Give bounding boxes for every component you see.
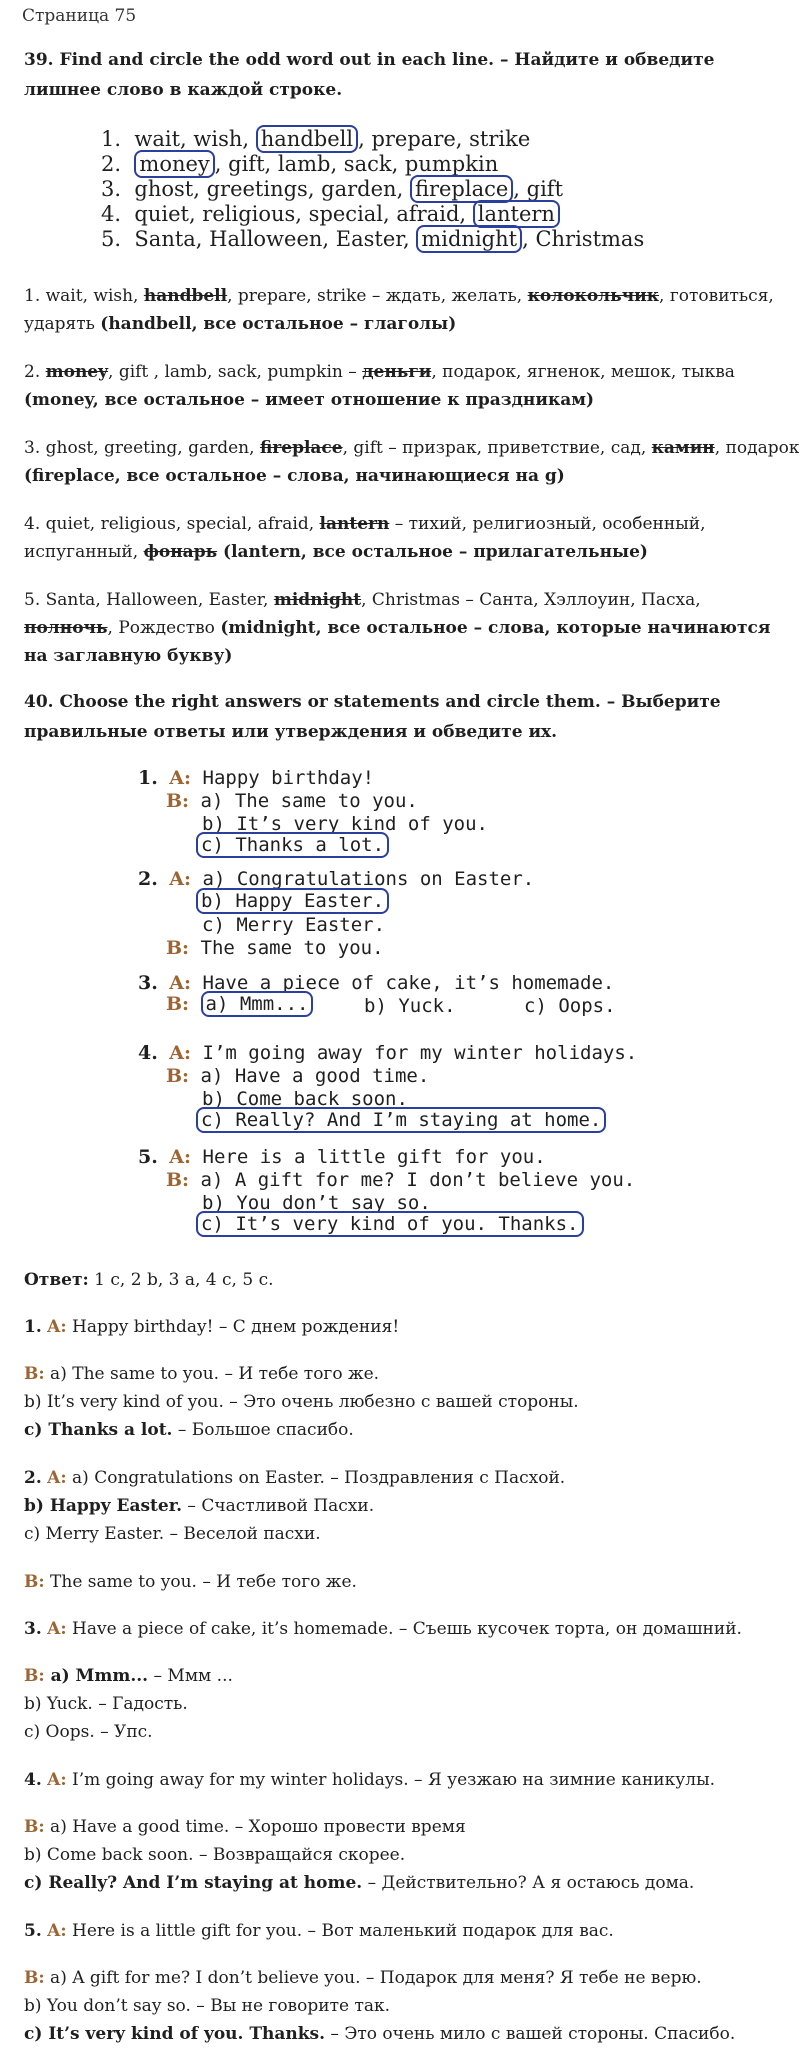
explain-3-b3: c) Oops. – Упс. <box>24 1722 153 1742</box>
circled-word: handbell <box>256 125 358 153</box>
ex39-answer-5-cont: полночь, Рождество (midnight, все остальное – слова, которые начинаются <box>24 618 771 638</box>
ex40-dialog-2-b-opt <box>196 890 389 912</box>
circled-answer: c) Thanks a lot. <box>196 832 389 858</box>
explain-3-a: 3. A: Have a piece of cake, it’s homemade. – Съешь кусочек торта, он домашний. <box>24 1619 742 1639</box>
ex39-answer-2-cont: (money, все остальное – имеет отношение к праздникам) <box>24 390 595 410</box>
explain-1-b2: b) It’s very kind of you. – Это очень любезно с вашей стороны. <box>24 1392 579 1412</box>
ex40-dialog-4-a: 4. A: I’m going away for my winter holidays. <box>138 1042 638 1064</box>
explain-2-a3: c) Merry Easter. – Веселой пасхи. <box>24 1524 321 1544</box>
ex39-answer-3-cont: (fireplace, все остальное – слова, начинающиеся на g) <box>24 466 565 486</box>
ex40-dialog-2-b: B: The same to you. <box>166 937 384 959</box>
ex40-dialog-5-b-opt: b) You don’t say so. <box>202 1192 431 1214</box>
explain-2-b: B: The same to you. – И тебе того же. <box>24 1572 357 1592</box>
exercise-40-title-cont: правильные ответы или утверждения и обведите их. <box>24 722 558 742</box>
circled-word: fireplace <box>410 175 513 203</box>
page-label: Страница 75 <box>22 6 137 26</box>
ex40-dialog-3-b: B: a) Mmm... <box>166 993 313 1015</box>
explain-2-a: 2. A: a) Congratulations on Easter. – Поздравления с Пасхой. <box>24 1468 566 1488</box>
ex40-dialog-5-b: B: a) A gift for me? I don’t believe you. <box>166 1169 636 1191</box>
ex39-answer-5: 5. Santa, Halloween, Easter, midnight, Christmas – Санта, Хэллоуин, Пасха, <box>24 590 701 610</box>
circled-answer: b) Happy Easter. <box>196 888 389 914</box>
ex40-dialog-4-c-opt <box>196 1109 606 1131</box>
ex39-line-5: 5. Santa, Halloween, Easter, midnight , Christmas <box>101 227 645 251</box>
ex40-dialog-1-c-opt <box>196 834 389 856</box>
exercise-39-title: 39. Find and circle the odd word out in each line. – Найдите и обведите <box>24 50 715 70</box>
ex39-line-1: 1. wait, wish, handbell , prepare, strike <box>101 127 531 151</box>
ex40-dialog-1-b-opt: b) It’s very kind of you. <box>202 813 488 835</box>
ex39-answer-4-cont: испуганный, фонарь (lantern, все остальное – прилагательные) <box>24 542 648 562</box>
ex39-answer-1-cont: ударять (handbell, все остальное – глаголы) <box>24 314 457 334</box>
ex40-dialog-5-c-opt <box>196 1213 584 1235</box>
ex39-answer-1: 1. wait, wish, handbell, prepare, strike – ждать, желать, колокольчик, готовиться, <box>24 286 774 306</box>
ex40-dialog-1-a: 1. A: Happy birthday! <box>138 767 375 789</box>
explain-5-a: 5. A: Here is a little gift for you. – Вот маленький подарок для вас. <box>24 1921 614 1941</box>
explain-1-b3: c) Thanks a lot. – Большое спасибо. <box>24 1420 354 1440</box>
exercise-39-title-cont: лишнее слово в каждой строке. <box>24 80 343 100</box>
explain-4-a: 4. A: I’m going away for my winter holidays. – Я уезжаю на зимние каникулы. <box>24 1770 715 1790</box>
explain-4-b3: c) Really? And I’m staying at home. – Действительно? А я остаюсь дома. <box>24 1873 695 1893</box>
explain-2-a2: b) Happy Easter. – Счастливой Пасхи. <box>24 1496 375 1516</box>
circled-answer: c) Really? And I’m staying at home. <box>196 1107 606 1133</box>
ex39-answer-4: 4. quiet, religious, special, afraid, lantern – тихий, религиозный, особенный, <box>24 514 706 534</box>
ex40-dialog-1-b: B: a) The same to you. <box>166 790 418 812</box>
explain-5-b1: B: a) A gift for me? I don’t believe you. – Подарок для меня? Я тебе не верю. <box>24 1968 702 1988</box>
ex40-dialog-5-a: 5. A: Here is a little gift for you. <box>138 1146 546 1168</box>
ex39-answer-3: 3. ghost, greeting, garden, fireplace, gift – призрак, приветствие, сад, камин, подарок <box>24 438 799 458</box>
explain-1-a: 1. A: Happy birthday! – С днем рождения! <box>24 1317 400 1337</box>
ex40-answer: Ответ: 1 c, 2 b, 3 a, 4 c, 5 c. <box>24 1270 274 1290</box>
circled-word: lantern <box>473 200 560 228</box>
ex40-dialog-3-c-opt: c) Oops. <box>524 995 616 1017</box>
ex39-answer-5-cont2: на заглавную букву) <box>24 646 233 666</box>
ex39-answer-2: 2. money, gift , lamb, sack, pumpkin – деньги, подарок, ягненок, мешок, тыква <box>24 362 735 382</box>
explain-5-b3: c) It’s very kind of you. Thanks. – Это очень мило с вашей стороны. Спасибо. <box>24 2024 736 2044</box>
ex40-dialog-4-b: B: a) Have a good time. <box>166 1065 430 1087</box>
circled-word: money <box>134 150 214 178</box>
explain-3-b2: b) Yuck. – Гадость. <box>24 1694 188 1714</box>
ex40-dialog-4-b-opt: b) Come back soon. <box>202 1088 408 1110</box>
ex40-dialog-3-b-opt: b) Yuck. <box>364 995 456 1017</box>
ex40-dialog-2-a: 2. A: a) Congratulations on Easter. <box>138 868 535 890</box>
circled-word: midnight <box>416 225 522 253</box>
explain-4-b1: B: a) Have a good time. – Хорошо провести время <box>24 1817 466 1837</box>
circled-answer: a) Mmm... <box>201 991 314 1017</box>
circled-answer: c) It’s very kind of you. Thanks. <box>196 1211 584 1237</box>
ex40-dialog-2-c-opt: c) Merry Easter. <box>202 914 386 936</box>
explain-1-b1: B: a) The same to you. – И тебе того же. <box>24 1364 380 1384</box>
ex39-line-2: 2. money , gift, lamb, sack, pumpkin <box>101 152 499 176</box>
ex40-dialog-3-a: 3. A: Have a piece of cake, it’s homemade. <box>138 972 615 994</box>
explain-5-b2: b) You don’t say so. – Вы не говорите так. <box>24 1996 391 2016</box>
ex39-line-4: 4. quiet, religious, special, afraid, lantern <box>101 202 560 226</box>
ex39-line-3: 3. ghost, greetings, garden, fireplace , gift <box>101 177 564 201</box>
exercise-40-title: 40. Choose the right answers or statements and circle them. – Выберите <box>24 692 721 712</box>
explain-3-b1: B: a) Mmm... – Ммм ... <box>24 1666 233 1686</box>
explain-4-b2: b) Come back soon. – Возвращайся скорее. <box>24 1845 406 1865</box>
